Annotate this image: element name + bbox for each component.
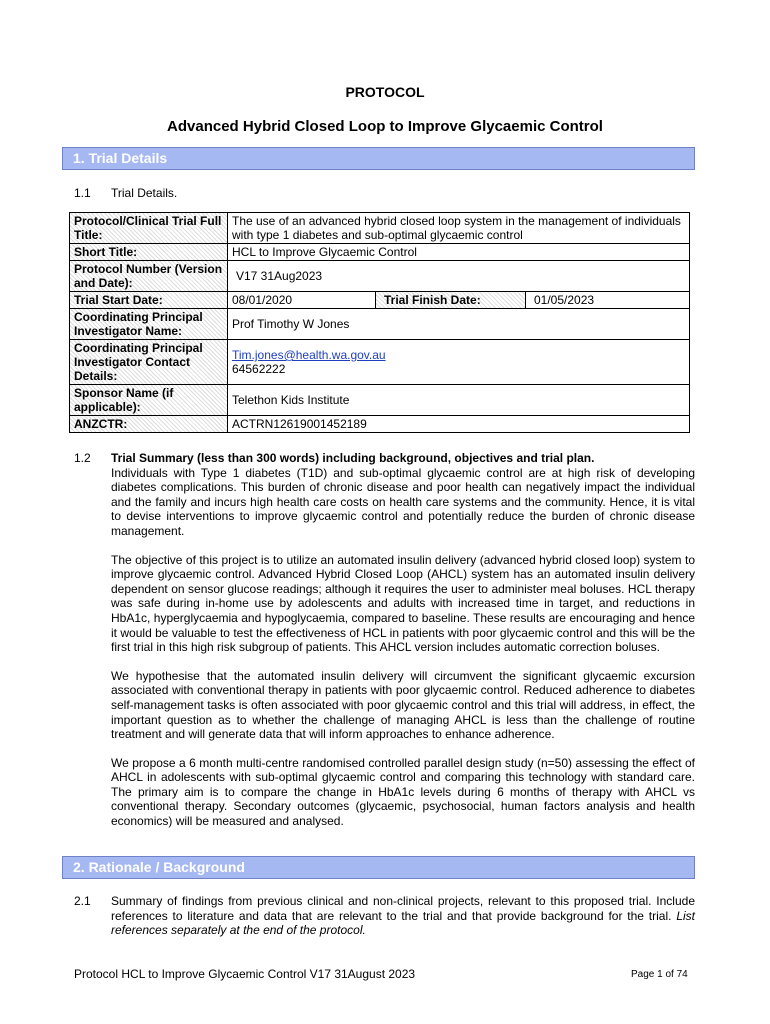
- table-row: [70, 213, 690, 244]
- start-date-value: 08/01/2020: [228, 292, 376, 309]
- section-heading-trial-details: 1. Trial Details: [62, 147, 695, 170]
- item-number: 2.1: [74, 894, 91, 908]
- table-row: [70, 261, 690, 292]
- short-title-label: Short Title:: [70, 244, 228, 261]
- finish-date-label: Trial Finish Date:: [376, 292, 526, 309]
- rationale-italic-note: List references separately at the end of the protocol.: [111, 908, 695, 938]
- cpi-name-value: Prof Timothy W Jones: [228, 309, 690, 340]
- cpi-email-link[interactable]: Tim.jones@health.wa.gov.au: [232, 348, 386, 362]
- item-label: Trial Details.: [111, 186, 178, 200]
- rationale-text: Summary of findings from previous clinical and non-clinical projects, relevant to this proposed trial. Include references to literature and data that are relevant to the trial and that provide background for the trial.: [111, 894, 695, 923]
- trial-summary: [111, 451, 695, 843]
- trial-details-table: [69, 212, 690, 433]
- rationale-item: [111, 894, 695, 938]
- summary-heading: Trial Summary (less than 300 words) including background, objectives and trial plan.: [111, 451, 595, 465]
- summary-paragraph: Individuals with Type 1 diabetes (T1D) and sub-optimal glycaemic control are at high risk of developing diabetes complications. This burden of chronic disease and poor health can negatively impact the individual and the family and incurs high health care costs on health care systems and the community. Hence, it is vital to devise interventions to improve glycaemic control and potentially reduce the burden of chronic disease management.: [111, 465, 695, 538]
- start-date-label: Trial Start Date:: [70, 292, 228, 309]
- summary-paragraph: We hypothesise that the automated insulin delivery will circumvent the significant glycaemic excursion associated with conventional therapy in patients with poor glycaemic control. Reduced adherence to diabetes self-management tasks is often associated with poor glycaemic control and this trial will address, in effect, the important question as to whether the challenge of managing AHCL is less than the challenge of routine treatment and will generate data that will inform approaches to enhance adherence.: [111, 668, 695, 742]
- full-title-value: The use of an advanced hybrid closed loop system in the management of individuals with type 1 diabetes and sub-optimal glycaemic control: [228, 213, 690, 244]
- item-number: 1.1: [74, 186, 91, 200]
- anzctr-label: ANZCTR:: [70, 416, 228, 433]
- table-row: [70, 340, 690, 385]
- cpi-contact-label: Coordinating Principal Investigator Contact Details:: [70, 340, 228, 385]
- document-subtitle: Advanced Hybrid Closed Loop to Improve Glycaemic Control: [167, 118, 603, 135]
- anzctr-value: ACTRN12619001452189: [228, 416, 690, 433]
- cpi-contact-value: [228, 340, 690, 385]
- summary-paragraph: We propose a 6 month multi-centre randomised controlled parallel design study (n=50) assessing the effect of AHCL in adolescents with sub-optimal glycaemic control and comparing this technology with standard care. The primary aim is to compare the change in HbA1c levels during 6 months of therapy with AHCL vs conventional therapy. Secondary outcomes (glycaemic, psychosocial, human factors analysis and health economics) will be measured and analysed.: [111, 755, 695, 829]
- short-title-value: HCL to Improve Glycaemic Control: [228, 244, 690, 261]
- protocol-number-label: Protocol Number (Version and Date):: [70, 261, 228, 292]
- full-title-label: Protocol/Clinical Trial Full Title:: [70, 213, 228, 244]
- table-row: [70, 244, 690, 261]
- table-row: [70, 292, 690, 309]
- sponsor-label: Sponsor Name (if applicable):: [70, 385, 228, 416]
- cpi-phone: 64562222: [232, 362, 286, 376]
- section-heading-rationale: 2. Rationale / Background: [62, 856, 695, 879]
- finish-date-value: 01/05/2023: [526, 292, 690, 309]
- document-title: PROTOCOL: [345, 84, 425, 100]
- protocol-number-value: V17 31Aug2023: [228, 261, 690, 292]
- sponsor-value: Telethon Kids Institute: [228, 385, 690, 416]
- table-row: [70, 385, 690, 416]
- page-number: Page 1 of 74: [631, 969, 688, 980]
- footer-title: Protocol HCL to Improve Glycaemic Control V17 31August 2023: [74, 967, 416, 981]
- cpi-name-label: Coordinating Principal Investigator Name:: [70, 309, 228, 340]
- table-row: [70, 309, 690, 340]
- summary-paragraph: The objective of this project is to utilize an automated insulin delivery (advanced hybrid closed loop) system to improve glycaemic control. Advanced Hybrid Closed Loop (AHCL) system has an automated insulin delivery dependent on sensor glucose readings; although it requires the user to administer meal boluses. HCL therapy was safe during in-home use by adolescents and adults with increased time in target, and reductions in HbA1c, hyperglycaemia and hypoglycaemia, compared to baseline. These results are encouraging and hence it would be valuable to test the effectiveness of HCL in patients with poor glycaemic control and this will be the first trial in this high risk subgroup of patients. This AHCL version includes automatic correction boluses.: [111, 552, 695, 655]
- summary-number: 1.2: [74, 451, 91, 465]
- table-row: [70, 416, 690, 433]
